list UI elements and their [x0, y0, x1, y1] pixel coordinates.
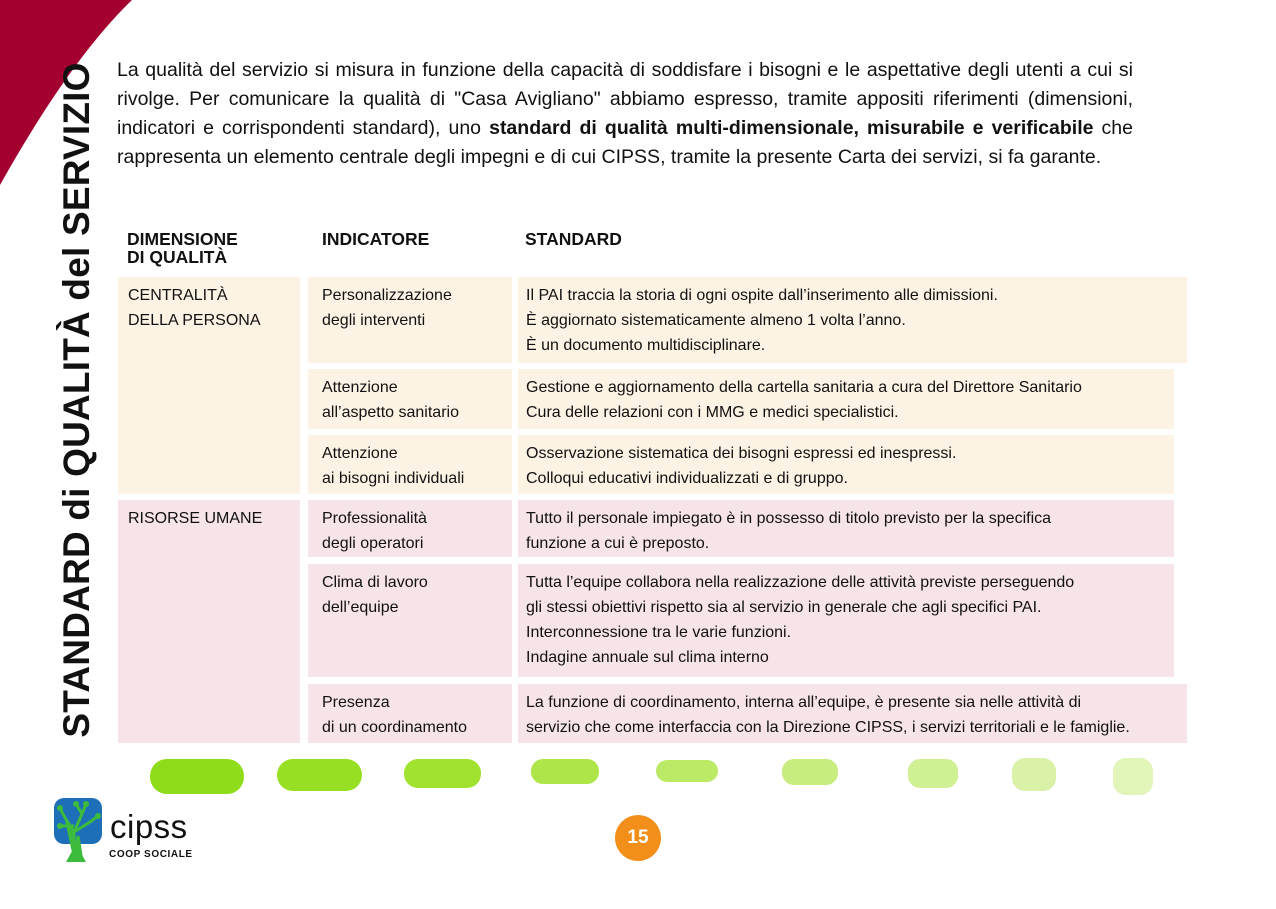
header-dimension [127, 230, 297, 266]
indicator-line: ai bisogni individuali [322, 470, 465, 487]
standard-line: Colloqui educativi individualizzati e di gruppo. [526, 470, 848, 487]
intro-text-bold: standard di qualità multi-dimensionale, misurabile e verificabile [489, 117, 1094, 139]
standard-line: gli stessi obiettivi rispetto sia al servizio in generale che agli specifici PAI. [526, 599, 1042, 616]
standard-line: Il PAI traccia la storia di ogni ospite dall’inserimento alle dimissioni. [526, 287, 998, 304]
indicator-line: Presenza [322, 694, 390, 711]
standard-cell [518, 564, 1174, 677]
dimension-label-line2: DELLA PERSONA [128, 312, 261, 329]
header-dimension-line1: DIMENSIONE [127, 229, 238, 249]
standard-line: Cura delle relazioni con i MMG e medici specialistici. [526, 404, 899, 421]
dimension-cell-centralita [118, 277, 300, 494]
side-title: STANDARD di QUALITÀ del SERVIZIO [56, 62, 97, 738]
indicator-line: degli operatori [322, 535, 424, 552]
standard-line: È un documento multidisciplinare. [526, 337, 766, 354]
dimension-label-line1: CENTRALITÀ [128, 287, 228, 304]
indicator-line: Attenzione [322, 379, 398, 396]
header-indicator: INDICATORE [322, 229, 430, 249]
indicator-line: Attenzione [322, 445, 398, 462]
standard-line: servizio che come interfaccia con la Direzione CIPSS, i servizi territoriali e le famiglie. [526, 719, 1130, 736]
intro-text-2: che rappresenta un elemento centrale degli impegni e di cui CIPSS, tramite la presente Carta dei servizi, si fa garante. [117, 117, 1133, 168]
standard-cell [518, 684, 1187, 743]
indicator-line: Clima di lavoro [322, 574, 428, 591]
standard-line: Interconnessione tra le varie funzioni. [526, 624, 792, 641]
dimension-cell-risorse-umane [118, 500, 300, 743]
indicator-cell [308, 564, 512, 677]
standard-cell [518, 369, 1174, 429]
intro-text-1: La qualità del servizio si misura in funzione della capacità di soddisfare i bisogni e le aspettative degli utenti a cui si rivolge. Per comunicare la qualità di "Casa Avigliano" abbiamo espresso, tramite appositi riferimenti (dimensioni, indicatori e corrispondenti standard), uno [117, 59, 1133, 139]
header-standard: STANDARD [525, 229, 622, 249]
standard-cell [518, 277, 1187, 363]
logo-subtitle: COOP SOCIALE [109, 849, 193, 860]
indicator-cell [308, 500, 512, 557]
decorative-dot [908, 759, 958, 788]
standard-cell [518, 435, 1174, 494]
indicator-cell [308, 435, 512, 494]
standard-line: Tutto il personale impiegato è in possesso di titolo previsto per la specifica [526, 510, 1052, 527]
indicator-line: all’aspetto sanitario [322, 404, 459, 421]
logo-name: cipss [110, 808, 188, 845]
decorative-dot [404, 759, 481, 788]
standard-line: Tutta l’equipe collabora nella realizzazione delle attività previste perseguendo [526, 574, 1075, 591]
standard-line: Osservazione sistematica dei bisogni espressi ed inespressi. [526, 445, 957, 462]
indicator-cell [308, 369, 512, 429]
intro-paragraph [117, 56, 1133, 172]
dimension-label-line1: RISORSE UMANE [128, 510, 263, 527]
decorative-dot [656, 760, 718, 782]
decorative-dot [1012, 758, 1056, 791]
indicator-line: dell’equipe [322, 599, 399, 616]
page-number: 15 [615, 815, 661, 861]
header-dimension-line2: DI QUALITÀ [127, 247, 228, 267]
decorative-dot [277, 759, 362, 791]
decorative-dot [1113, 758, 1153, 795]
standard-line: funzione a cui è preposto. [526, 535, 710, 552]
decorative-dot [531, 759, 599, 784]
decorative-dot [782, 759, 838, 785]
indicator-line: degli interventi [322, 312, 426, 329]
indicator-cell [308, 684, 512, 743]
indicator-cell [308, 277, 512, 363]
standard-line: Gestione e aggiornamento della cartella sanitaria a cura del Direttore Sanitario [526, 379, 1082, 396]
indicator-line: Personalizzazione [322, 287, 452, 304]
standard-line: La funzione di coordinamento, interna all’equipe, è presente sia nelle attività di [526, 694, 1082, 711]
standard-line: Indagine annuale sul clima interno [526, 649, 769, 666]
indicator-line: di un coordinamento [322, 719, 467, 736]
standard-cell [518, 500, 1174, 557]
standard-line: È aggiornato sistematicamente almeno 1 volta l’anno. [526, 312, 906, 329]
decorative-dot [150, 759, 244, 794]
indicator-line: Professionalità [322, 510, 427, 527]
